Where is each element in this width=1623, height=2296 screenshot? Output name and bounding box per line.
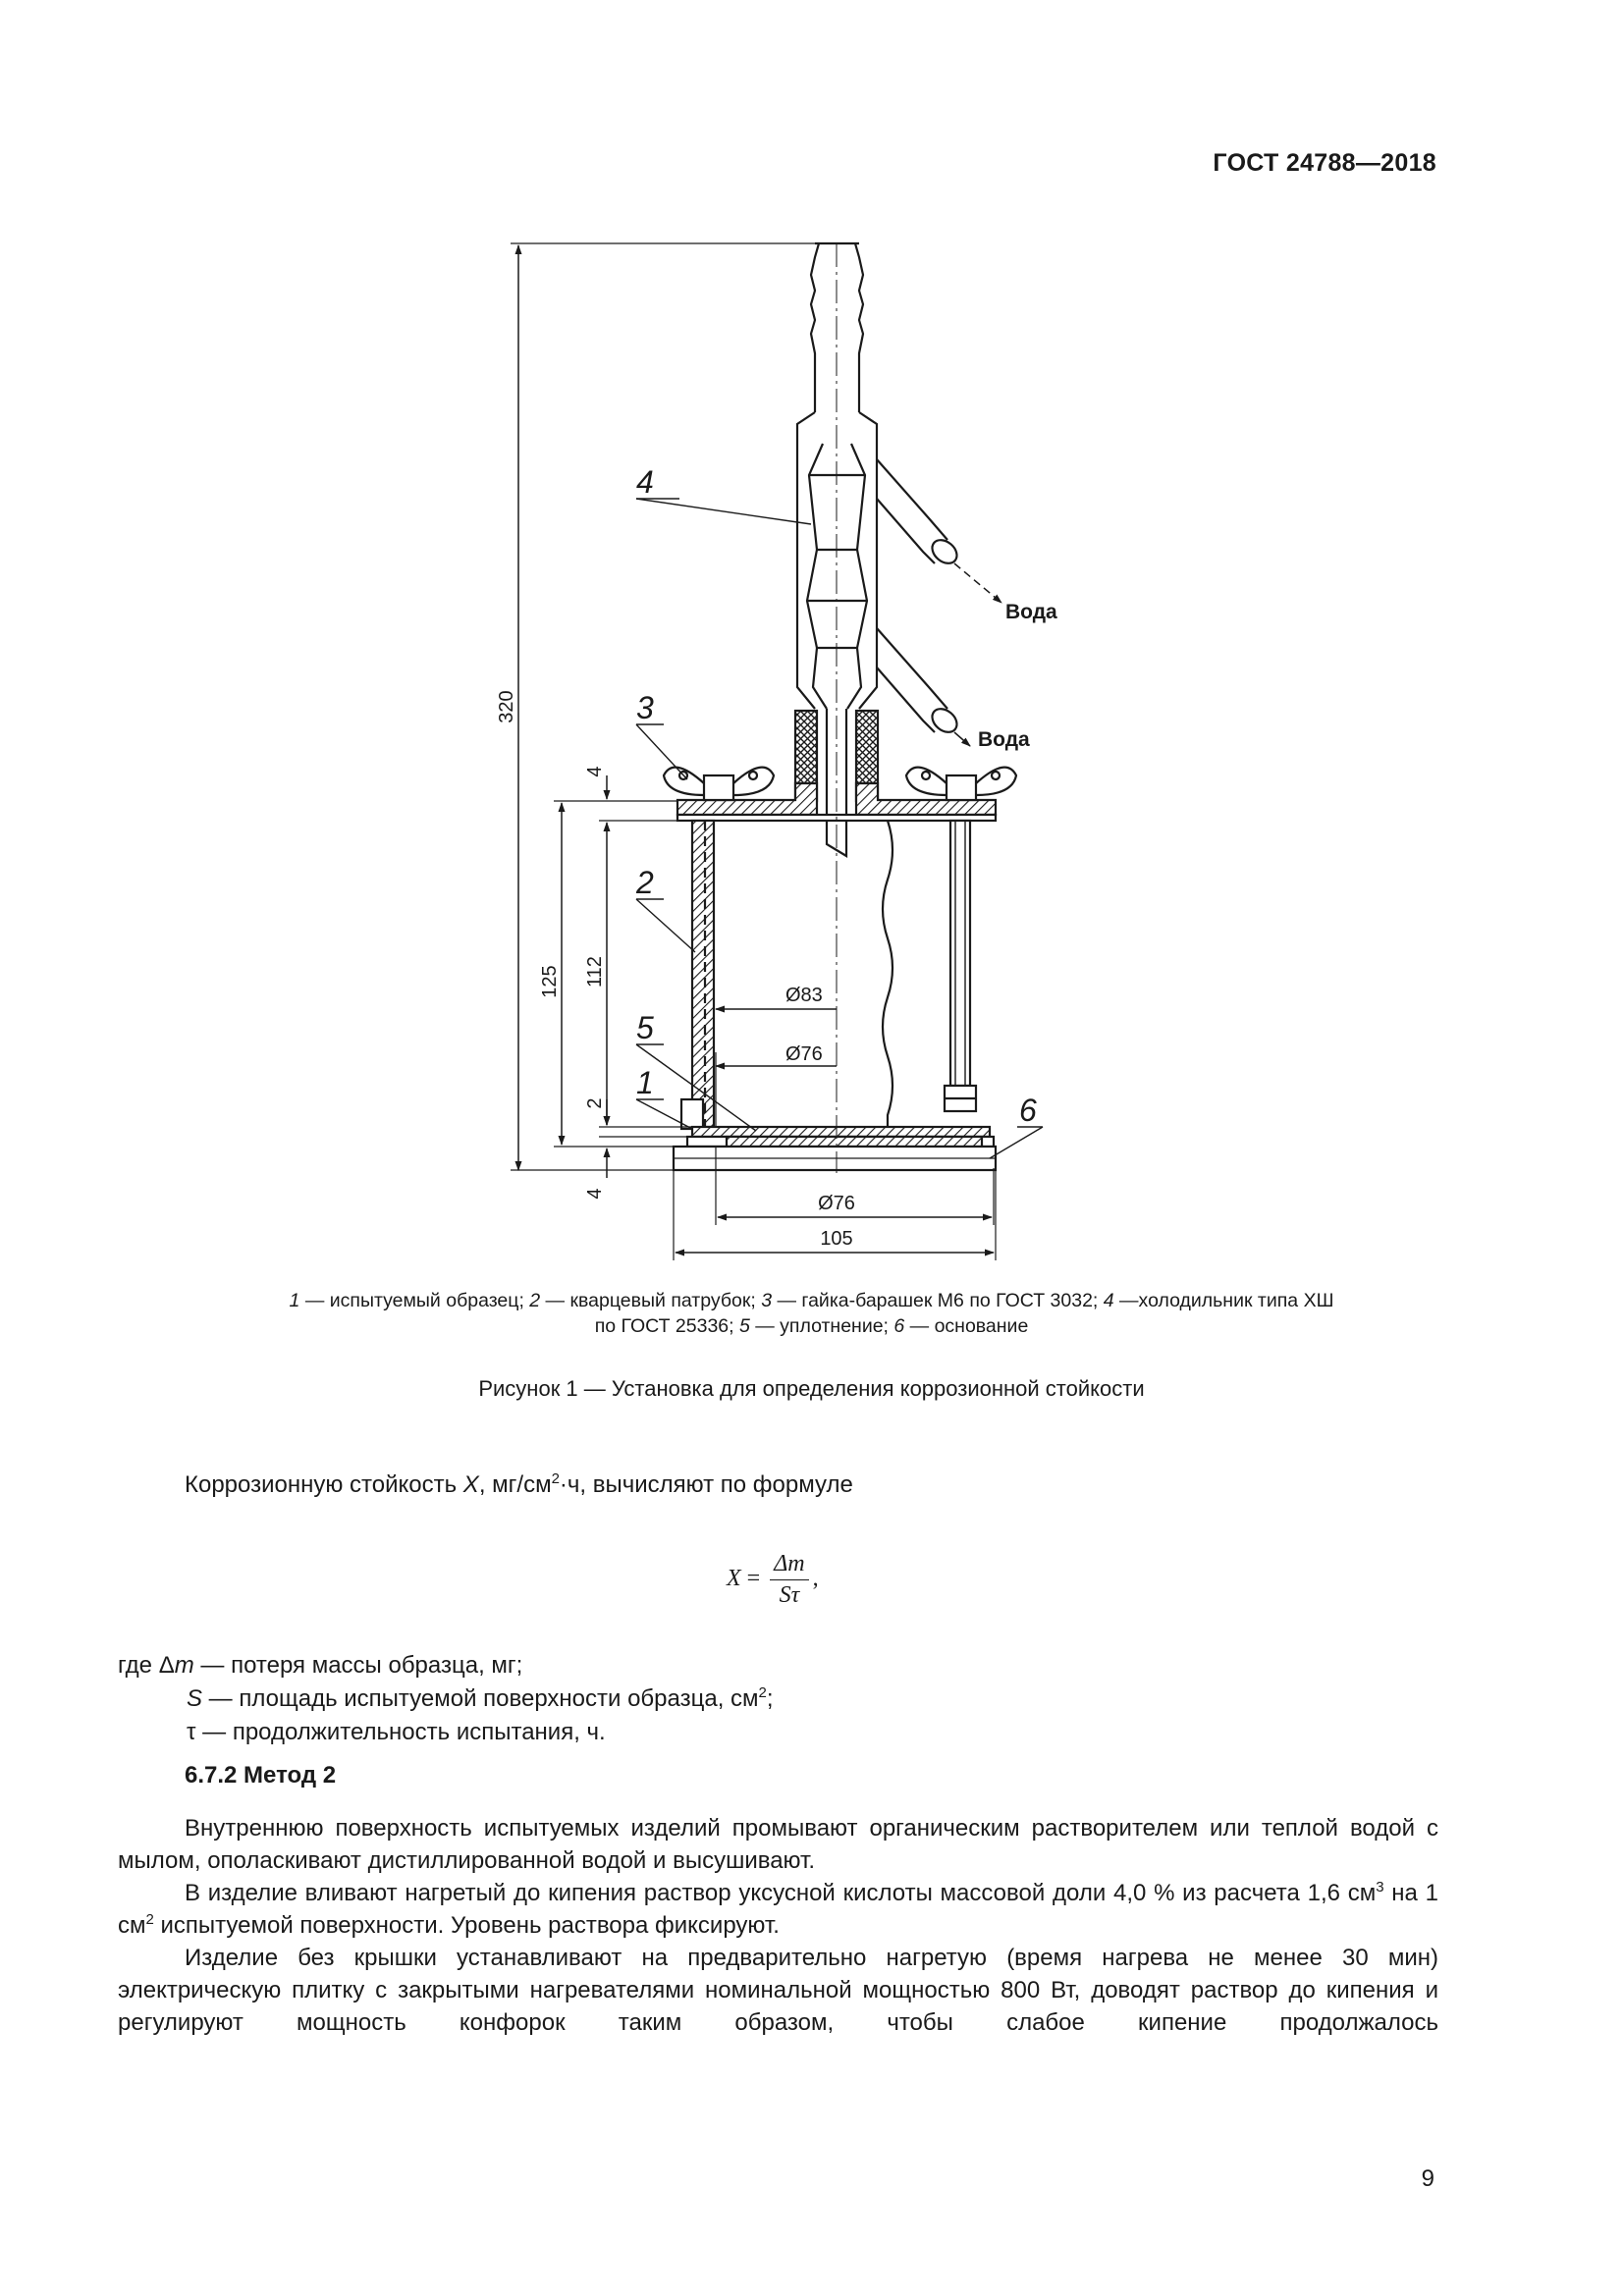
dim-4-bottom: 4	[584, 1188, 606, 1200]
legend-text-5: — уплотнение;	[749, 1315, 894, 1337]
formula-numerator: Δm	[770, 1551, 808, 1580]
formula-lhs: X	[727, 1566, 741, 1592]
body-p2c: испытуемой поверхности. Уровень раствора фиксируют.	[153, 1912, 780, 1939]
water-label-lower: Вода	[978, 728, 1030, 751]
intro-sup: 2	[551, 1470, 560, 1487]
where-2-sup: 2	[758, 1684, 767, 1701]
legend-num-6: 6	[893, 1315, 905, 1337]
legend-text-3: — гайка-барашек М6 по ГОСТ 3032;	[772, 1290, 1104, 1311]
dim-dia83: Ø83	[785, 985, 823, 1006]
variable-definitions	[118, 1649, 774, 1749]
page-number: 9	[1421, 2165, 1434, 2192]
body-paragraph-2	[118, 1877, 1438, 1942]
dim-105: 105	[820, 1228, 853, 1250]
where-3: τ — продолжительность испытания, ч.	[187, 1719, 606, 1745]
label-5: 5	[636, 1010, 654, 1045]
method-2-body	[118, 1812, 1438, 2039]
figure-legend	[118, 1288, 1505, 1339]
where-2b: — площадь испытуемой поверхности образца, см	[202, 1685, 759, 1712]
wing-nut-right	[906, 768, 1016, 800]
dim-dia76-base: Ø76	[818, 1193, 855, 1214]
formula-denominator: Sτ	[779, 1582, 800, 1608]
intro-paragraph	[118, 1468, 1438, 1501]
body-paragraph-1: Внутреннюю поверхность испытуемых изделий промывают органическим растворителем или теплой водой с мылом, ополаскивают дистиллированной водой и высушивают.	[118, 1815, 1438, 1874]
label-6: 6	[1019, 1093, 1037, 1128]
where-1a: где Δ	[118, 1652, 175, 1679]
dim-2: 2	[584, 1097, 606, 1109]
legend-text-6: — основание	[904, 1315, 1029, 1337]
label-4: 4	[636, 464, 654, 500]
intro-text-2: , мг/см	[478, 1471, 552, 1498]
label-2: 2	[636, 865, 654, 900]
formula	[727, 1551, 819, 1609]
dim-112: 112	[584, 956, 606, 988]
legend-num-1: 1	[289, 1290, 300, 1311]
body-p2-sup1: 3	[1376, 1879, 1384, 1896]
body-p2b: на 1 см	[118, 1880, 1438, 1939]
dim-4-top: 4	[584, 766, 606, 777]
legend-text-4b: по ГОСТ 25336;	[594, 1315, 739, 1337]
formula-fraction	[770, 1551, 808, 1609]
formula-equals: =	[740, 1566, 767, 1592]
section-heading: 6.7.2 Метод 2	[185, 1762, 337, 1789]
intro-text-3: ·ч, вычисляют по формуле	[559, 1471, 853, 1498]
legend-text-1: — испытуемый образец;	[299, 1290, 530, 1311]
where-2c: ;	[766, 1685, 774, 1712]
document-code-header: ГОСТ 24788—2018	[1213, 149, 1436, 177]
body-paragraph-3: Изделие без крышки устанавливают на предварительно нагретую (время нагрева не менее 30 мин) электрическую плитку с закрытыми нагревателями номинальной мощностью 800 Вт, доводят раствор до кипения и регулируют мощность конфорок таким образом, чтобы слабое кипение продолжалось	[118, 1945, 1438, 2036]
legend-text-2: — кварцевый патрубок;	[540, 1290, 762, 1311]
where-2-var: S	[187, 1685, 203, 1712]
legend-num-3: 3	[761, 1290, 773, 1311]
label-1: 1	[636, 1065, 654, 1100]
condenser-4	[797, 243, 961, 856]
water-label-upper: Вода	[1005, 601, 1057, 623]
legend-num-2: 2	[529, 1290, 541, 1311]
intro-text-1: Коррозионную стойкость	[185, 1471, 463, 1498]
dim-320: 320	[496, 690, 517, 723]
legend-num-4: 4	[1103, 1290, 1114, 1311]
dim-dia76-inner: Ø76	[785, 1043, 823, 1065]
body-p2a: В изделие вливают нагретый до кипения раствор уксусной кислоты массовой доли 4,0 % из расчета 1,6 см	[185, 1880, 1377, 1906]
where-1-var: m	[174, 1652, 194, 1679]
legend-num-5: 5	[738, 1315, 750, 1337]
figure-caption: Рисунок 1 — Установка для определения коррозионной стойкости	[478, 1376, 1145, 1401]
intro-variable: X	[462, 1471, 479, 1498]
body-p2-sup2: 2	[145, 1911, 154, 1928]
label-3: 3	[636, 690, 654, 725]
legend-text-4: —холодильник типа ХШ	[1113, 1290, 1334, 1311]
formula-tail: ,	[812, 1566, 819, 1592]
where-1b: — потеря массы образца, мг;	[193, 1652, 523, 1679]
dim-125: 125	[539, 965, 561, 998]
